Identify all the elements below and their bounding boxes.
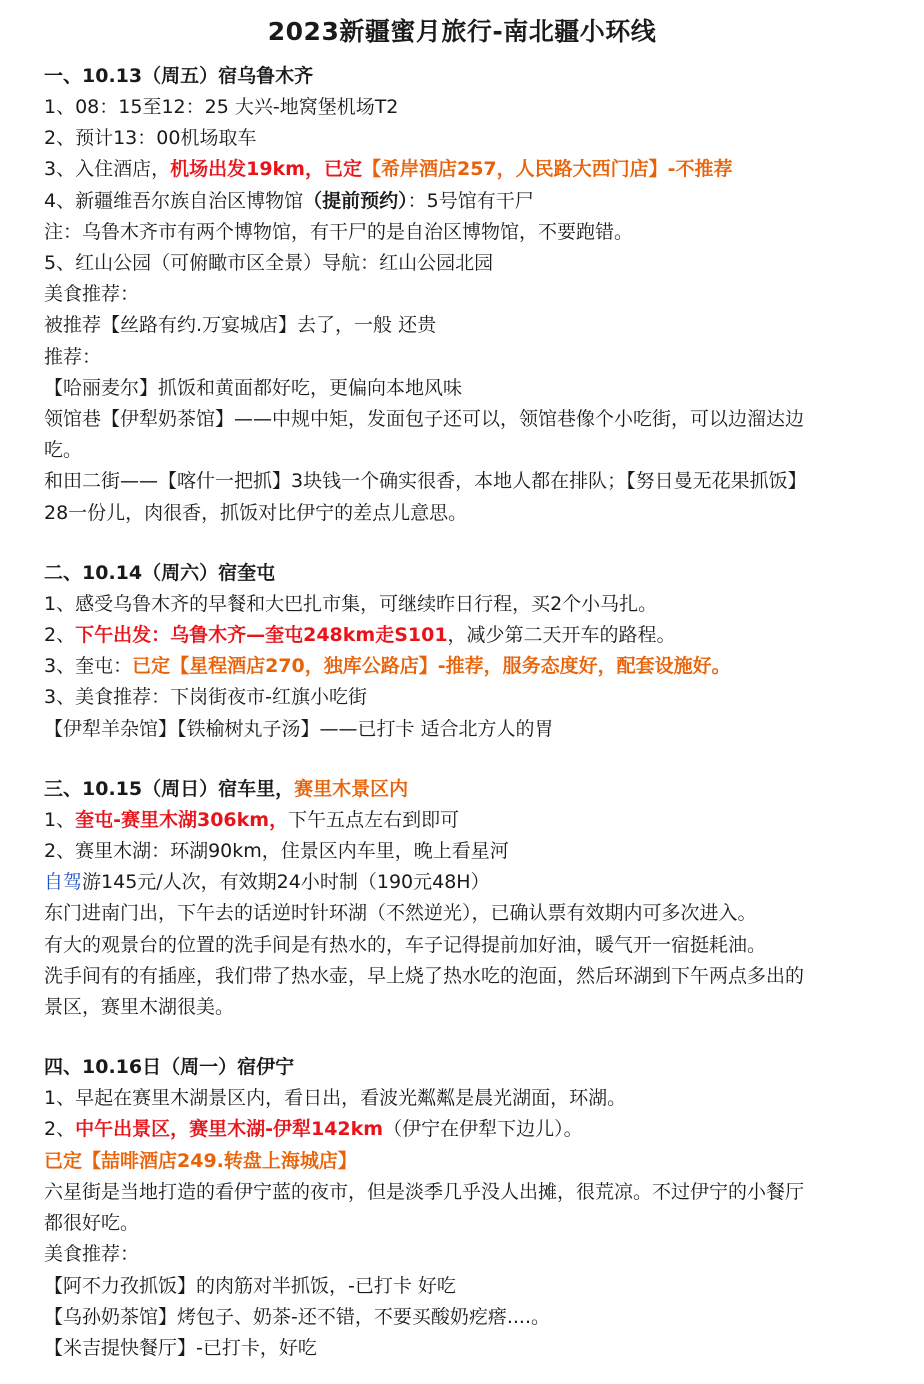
line-text: 都很好吃。 <box>44 1212 140 1235</box>
heading-text: 三、10.15（周日）宿车里， <box>44 777 295 800</box>
line-text: 5、红山公园（可俯瞰市区全景）导航：红山公园北园 <box>44 252 494 275</box>
list-item <box>44 589 880 620</box>
list-item <box>44 1146 880 1177</box>
highlight-red: 机场出发19km，已定 <box>170 158 362 181</box>
line-text: 景区，赛里木湖很美。 <box>44 996 235 1019</box>
list-item <box>44 651 880 682</box>
line-text: 【哈丽麦尔】抓饭和黄面都好吃，更偏向本地风味 <box>44 376 463 399</box>
line-text: 游145元/人次，有效期24小时制（190元48H） <box>82 871 490 894</box>
list-item <box>44 186 880 217</box>
heading-highlight: 赛里木景区内 <box>294 777 409 800</box>
hotel-booking: 【希岸酒店257，人民路大西门店】-不推荐 <box>361 158 733 181</box>
heading-text: 二、10.14（周六）宿奎屯 <box>44 561 276 584</box>
day-heading <box>44 1051 880 1083</box>
line-text: 3、奎屯： <box>44 655 133 678</box>
list-item <box>44 404 880 435</box>
line-text: 2、赛里木湖：环湖90km，住景区内车里，晚上看星河 <box>44 840 509 863</box>
list-item <box>44 342 880 373</box>
day-heading <box>44 773 880 805</box>
line-text: 被推荐【丝路有约.万宴城店】去了，一般 还贵 <box>44 314 437 337</box>
line-text: ，减少第二天开车的路程。 <box>447 624 676 647</box>
list-item <box>44 620 880 651</box>
list-item <box>44 714 880 745</box>
list-item <box>44 898 880 929</box>
line-text: 推荐： <box>44 345 102 368</box>
line-text: 美食推荐： <box>44 1243 140 1266</box>
line-text: 和田二街——【喀什一把抓】3块钱一个确实很香，本地人都在排队；【努日曼无花果抓饭】 <box>44 470 807 493</box>
line-text: 28一份儿，肉很香，抓饭对比伊宁的差点儿意思。 <box>44 501 468 524</box>
list-item <box>44 1271 880 1302</box>
line-text: 注：乌鲁木齐市有两个博物馆，有干尸的是自治区博物馆，不要跑错。 <box>44 220 634 243</box>
list-item <box>44 1114 880 1145</box>
list-item <box>44 217 880 248</box>
line-text: 【乌孙奶茶馆】烤包子、奶茶-还不错，不要买酸奶疙瘩....。 <box>44 1305 551 1328</box>
line-text: 1、感受乌鲁木齐的早餐和大巴扎市集，可继续昨日行程，买2个小马扎。 <box>44 592 658 615</box>
day-section-3 <box>44 773 880 1023</box>
highlight-bold: （提前预约） <box>303 189 408 212</box>
day-heading <box>44 60 880 92</box>
day-section-4 <box>44 1051 880 1364</box>
list-item <box>44 930 880 961</box>
list-item <box>44 435 880 466</box>
list-item <box>44 373 880 404</box>
line-text: 3、入住酒店， <box>44 158 171 181</box>
line-text: 有大的观景台的位置的洗手间是有热水的，车子记得提前加好油，暖气开一宿挺耗油。 <box>44 933 767 956</box>
list-item <box>44 836 880 867</box>
list-item <box>44 279 880 310</box>
page-title: 2023新疆蜜月旅行-南北疆小环线 <box>267 17 657 46</box>
day-section-1 <box>44 60 880 529</box>
line-text: 2、预计13：00机场取车 <box>44 127 257 150</box>
line-text: 1、08：15至12：25 大兴-地窝堡机场T2 <box>44 96 399 118</box>
list-item <box>44 154 880 185</box>
list-item <box>44 248 880 279</box>
list-item <box>44 1083 880 1114</box>
line-text: 【米吉提快餐厅】-已打卡，好吃 <box>44 1336 317 1359</box>
line-text: 3、美食推荐：下岗街夜市-红旗小吃街 <box>44 686 367 709</box>
line-text: 美食推荐： <box>44 283 140 306</box>
line-text: 2、 <box>44 624 76 647</box>
list-item <box>44 1333 880 1364</box>
list-item <box>44 805 880 836</box>
list-item <box>44 310 880 341</box>
highlight-red: 下午出发：乌鲁木齐—奎屯248km走S101 <box>75 624 448 647</box>
line-text: 领馆巷【伊犁奶茶馆】——中规中矩，发面包子还可以，领馆巷像个小吃街，可以边溜达边 <box>44 408 805 431</box>
line-text: （伊宁在伊犁下边儿）。 <box>383 1118 583 1141</box>
line-text: 吃。 <box>44 439 83 462</box>
heading-text: 四、10.16日（周一）宿伊宁 <box>44 1056 295 1079</box>
day-section-2 <box>44 557 880 745</box>
list-item <box>44 1177 880 1208</box>
line-text: 2、 <box>44 1118 76 1141</box>
line-text: 洗手间有的有插座，我们带了热水壶，早上烧了热水吃的泡面，然后环湖到下午两点多出的 <box>44 964 805 987</box>
list-item <box>44 961 880 992</box>
list-item <box>44 867 880 898</box>
list-item <box>44 92 880 123</box>
line-text: 六星街是当地打造的看伊宁蓝的夜市，但是淡季几乎没人出摊，很荒凉。不过伊宁的小餐厅 <box>44 1180 805 1203</box>
day-heading <box>44 557 880 589</box>
list-item <box>44 992 880 1023</box>
list-item <box>44 1208 880 1239</box>
highlight-red: 中午出景区，赛里木湖-伊犁142km <box>75 1118 384 1141</box>
list-item <box>44 123 880 154</box>
line-text: 下午五点左右到即可 <box>288 808 460 831</box>
line-text: ：5号馆有干尸 <box>407 189 534 212</box>
list-item <box>44 466 880 497</box>
highlight-blue: 自驾 <box>44 871 83 894</box>
list-item <box>44 498 880 529</box>
hotel-booking: 已定【喆啡酒店249.转盘上海城店】 <box>44 1149 357 1172</box>
line-text: 1、早起在赛里木湖景区内，看日出，看波光粼粼是晨光湖面，环湖。 <box>44 1087 627 1110</box>
heading-text: 一、10.13（周五）宿乌鲁木齐 <box>44 65 314 87</box>
list-item <box>44 1302 880 1333</box>
list-item <box>44 682 880 713</box>
line-text: 1、 <box>44 808 76 831</box>
line-text: 【伊犁羊杂馆】【铁榆树丸子汤】——已打卡 适合北方人的胃 <box>44 717 554 740</box>
highlight-red: 奎屯-赛里木湖306km， <box>75 808 289 831</box>
line-text: 【阿不力孜抓饭】的肉筋对半抓饭，-已打卡 好吃 <box>44 1274 456 1297</box>
hotel-booking: 已定【星程酒店270，独库公路店】-推荐，服务态度好，配套设施好。 <box>132 655 731 678</box>
line-text: 4、新疆维吾尔族自治区博物馆 <box>44 189 304 212</box>
line-text: 东门进南门出，下午去的话逆时针环湖（不然逆光），已确认票有效期内可多次进入。 <box>44 902 757 925</box>
list-item <box>44 1239 880 1270</box>
